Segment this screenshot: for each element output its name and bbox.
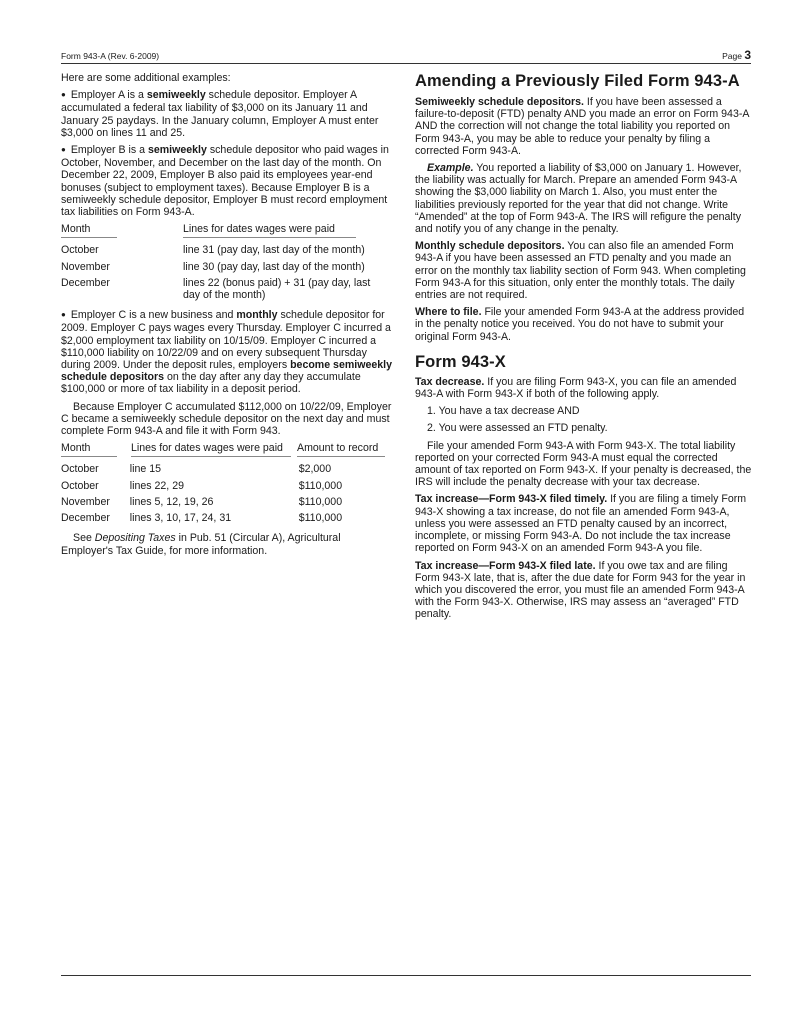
conditions-list (415, 405, 752, 434)
text: Employer A is a (70, 89, 147, 102)
amount-cell: $110,000 (298, 479, 343, 492)
employer-b-table (61, 223, 393, 301)
lines-cell: lines 5, 12, 19, 26 (129, 495, 214, 508)
list-item: 2. You were assessed an FTD penalty. (427, 422, 608, 435)
table-header (61, 442, 393, 457)
paragraph-where-to-file (415, 306, 752, 343)
run-in-heading: Monthly schedule depositors. (415, 240, 565, 253)
section-heading-amending: Amending a Previously Filed Form 943-A (415, 72, 740, 90)
paragraph-monthly (415, 240, 752, 301)
text: You reported a liability of $3,000 on January 1. However, the liability was actually for March. Prepare an amended Form 943-A showing the $3,000 liability on March 1. Also, you must enter the liabilities previously reported for the year that did not change. Write “Amended” at the top of Form 943-A. The IRS will refigure the penalty and notify you of any change in the penalty. (415, 162, 742, 236)
text: If you have been assessed a failure-to-deposit (FTD) penalty AND you made an error on Form 943-A AND the correction will not change the total liability you reported on Form 943-A, you may be able to reduce your penalty by filing a corrected Form 943-A. (415, 96, 749, 157)
text: Employer C is a new business and (70, 309, 237, 322)
text: You can also file an amended Form 943-A if you have been assessed an FTD penalty and you made an error on the monthly tax liability section of Form 943. When completing Form 943-A for this situation, only enter the monthly totals. The daily entries are not required. (415, 240, 746, 302)
amount-cell: $110,000 (298, 512, 343, 525)
text: Employer B is a (70, 144, 148, 157)
month-cell: December (61, 512, 110, 525)
emphasis: become semiweekly schedule depositors (61, 359, 392, 384)
text: File your amended Form 943-A at the address provided in the penalty notice you received. You do not have to submit your original Form 943-A. (415, 306, 745, 343)
example-employer-c (61, 309, 393, 395)
text: schedule depositor who paid wages in October, November, and December on the last day of the month. On December 22, 2009, Employer B also paid its employees year-end bonuses (subject to employment taxes). Because Employer B is a semiweekly schedule depositor, Employer B must record employment tax liabilities on Form 943-A. (61, 144, 389, 219)
employer-c-table (61, 442, 393, 524)
emphasis: semiweekly (147, 144, 207, 157)
run-in-heading: Example. (427, 162, 474, 175)
lines-cell: lines 3, 10, 17, 24, 31 (129, 512, 232, 525)
example-employer-b (61, 144, 393, 218)
lines-cell: lines 22 (bonus paid) + 31 (pay day, last day of the month) (183, 276, 371, 302)
section-heading-form-943x: Form 943-X (415, 352, 506, 371)
text: See (73, 532, 95, 545)
table-row (61, 512, 393, 524)
month-cell: October (61, 463, 99, 476)
table-row (61, 463, 393, 475)
run-in-heading: Tax increase—Form 943-X filed late. (415, 559, 596, 572)
amount-cell: $110,000 (298, 495, 343, 508)
text: If you are filing a timely Form 943-X showing a tax increase, do not file an amended Form 943-A, unless you were assessed an FTD penalty caused by an incorrect, incomplete, or missing Form 943-A. Do not include the tax increase reported on Form 943-X on an amended Form 943-A you file. (415, 493, 747, 555)
paragraph-example (415, 162, 752, 235)
column-header-amount: Amount to record (297, 442, 385, 457)
publication-reference: Depositing Taxes (94, 532, 176, 545)
left-column (61, 72, 393, 562)
month-cell: November (61, 260, 110, 273)
table-row (61, 277, 393, 301)
right-column (415, 72, 752, 626)
paragraph-increase-timely (415, 493, 752, 554)
paragraph-file-amended: File your amended Form 943-A with Form 943-X. The total liability reported on your corrected Form 943-A must equal the corrected amount of tax reported on Form 943-X. If your penalty is decreased, the IRS will include the penalty decrease with your tax decrease. (415, 439, 752, 489)
column-header-lines: Lines for dates wages were paid (183, 223, 356, 238)
table-header (61, 223, 393, 238)
column-header-month: Month (61, 442, 117, 457)
table-row (61, 244, 393, 256)
page-number-value: 3 (744, 48, 751, 62)
page-label: Page (722, 51, 742, 61)
month-cell: December (61, 276, 110, 289)
page-header (61, 48, 751, 64)
paragraph-increase-late (415, 560, 752, 621)
text: If you are filing Form 943-X, you can file an amended 943-A with Form 943-X if both of the following apply. (415, 375, 737, 401)
page-number (722, 48, 751, 62)
amount-cell: $2,000 (298, 463, 332, 476)
run-in-heading: Tax increase—Form 943-X filed timely. (415, 493, 608, 506)
text: If you owe tax and are filing Form 943-X late, that is, after the due date for Form 943 for the year in which you discovered the error, you must file an amended Form 943-A with the Form 943-X. Otherwise, IRS may assess an “averaged” FTD penalty. (415, 559, 746, 621)
text: in Pub. 51 (Circular A), Agricultural Employer's Tax Guide, for more information. (61, 532, 341, 557)
text: on the day after any day they accumulate $100,000 or more of tax liability in a deposit period. (61, 371, 361, 396)
lines-cell: line 30 (pay day, last day of the month) (183, 260, 365, 273)
see-also (61, 532, 393, 556)
form-id: Form 943-A (Rev. 6-2009) (61, 51, 160, 61)
run-in-heading: Tax decrease. (415, 375, 485, 388)
column-header-lines: Lines for dates wages were paid (131, 442, 291, 457)
employer-c-followup: Because Employer C accumulated $112,000 on 10/22/09, Employer C became a semiweekly schedule depositor on the next day and must complete Form 943-A and file it with Form 943. (61, 400, 392, 438)
run-in-heading: Where to file. (415, 306, 482, 319)
emphasis: semiweekly (146, 89, 206, 102)
month-cell: October (61, 479, 99, 492)
lines-cell: line 15 (129, 463, 162, 476)
table-row (61, 480, 393, 492)
lines-cell: line 31 (pay day, last day of the month) (183, 244, 365, 257)
text: schedule depositor for 2009. Employer C pays wages every Thursday. Employer C incurred a $2,000 employment tax liability on 10/15/09. Employer C incurred a $110,000 liability on 10/22/09 and on every subsequent Thursday during 2009. Under the deposit rules, employers (61, 309, 391, 372)
paragraph-semiweekly (415, 96, 752, 157)
table-row (61, 261, 393, 273)
example-employer-a (61, 89, 393, 139)
table-row (61, 496, 393, 508)
footer-rule (61, 975, 751, 976)
text: schedule depositor. Employer A accumulated a federal tax liability of $3,000 on its January 11 and January 25 paydays. In the January column, Employer A must enter $3,000 on lines 11 and 25. (61, 89, 379, 139)
emphasis: monthly (236, 309, 278, 322)
list-item: 1. You have a tax decrease AND (427, 405, 580, 418)
month-cell: November (61, 495, 110, 508)
month-cell: October (61, 244, 99, 257)
column-header-month: Month (61, 223, 117, 238)
intro-text: Here are some additional examples: (61, 72, 231, 84)
run-in-heading: Semiweekly schedule depositors. (415, 96, 584, 108)
lines-cell: lines 22, 29 (129, 479, 184, 492)
paragraph-tax-decrease (415, 376, 752, 400)
